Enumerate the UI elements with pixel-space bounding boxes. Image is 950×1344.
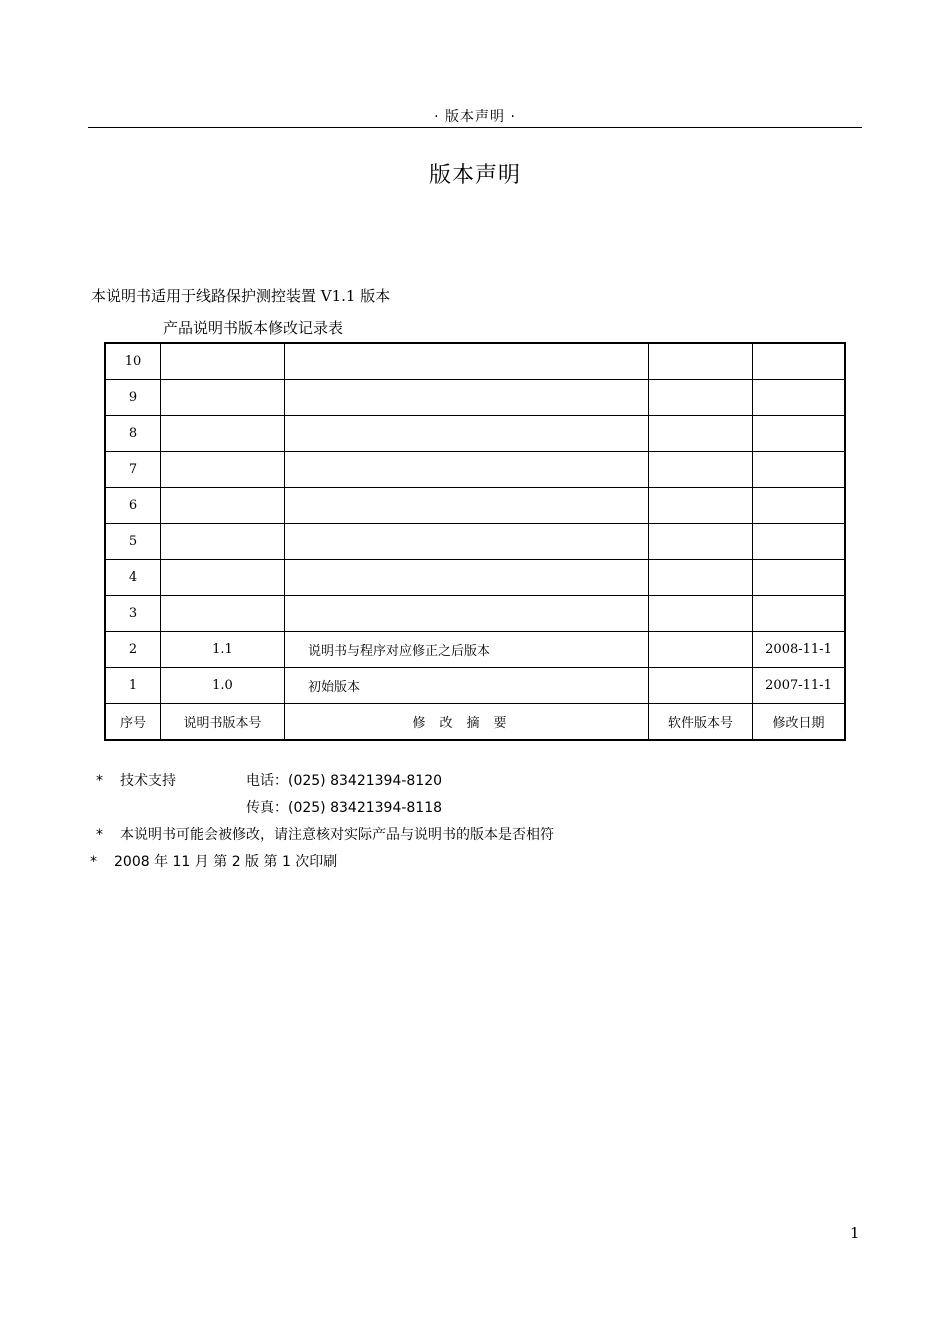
row-number-cell: 8 [105, 416, 161, 452]
header-manual-version: 说明书版本号 [161, 704, 285, 741]
change-summary-cell [285, 380, 649, 416]
row-number-cell: 4 [105, 560, 161, 596]
print-info: 2008 年 11 月 第 2 版 第 1 次印刷 [114, 854, 338, 870]
row-number-cell: 7 [105, 452, 161, 488]
phone-number: 电话：(025) 83421394-8120 [246, 773, 443, 789]
change-date-cell [753, 488, 846, 524]
header-divider [88, 127, 862, 128]
table-row [105, 560, 845, 596]
table-row [105, 596, 845, 632]
row-number-cell: 6 [105, 488, 161, 524]
page-number: 1 [850, 1224, 860, 1242]
print-info-line [90, 851, 337, 871]
change-summary-text [285, 534, 308, 549]
software-version-cell [649, 452, 753, 488]
change-date-cell [753, 343, 846, 380]
notice-text: 本说明书可能会被修改，请注意核对实际产品与说明书的版本是否相符 [120, 827, 554, 843]
change-date-cell [753, 452, 846, 488]
change-summary-cell [285, 668, 649, 704]
change-summary-text [285, 426, 308, 441]
manual-version-cell: 1.0 [161, 668, 285, 704]
row-number-cell: 9 [105, 380, 161, 416]
software-version-cell [649, 560, 753, 596]
header-row-number: 序号 [105, 704, 161, 741]
row-number-cell: 5 [105, 524, 161, 560]
table-row [105, 343, 845, 380]
software-version-cell [649, 343, 753, 380]
software-version-cell [649, 380, 753, 416]
manual-version-cell [161, 524, 285, 560]
change-summary-cell [285, 343, 649, 380]
bullet-star: * [96, 773, 103, 789]
fax-number: 传真：(025) 83421394-8118 [246, 800, 443, 816]
intro-text: 本说明书适用于线路保护测控装置 V1.1 版本 [91, 287, 391, 305]
change-date-cell [753, 560, 846, 596]
change-summary-cell [285, 596, 649, 632]
table-row [105, 632, 845, 668]
support-label: 技术支持 [120, 773, 176, 789]
manual-version-cell [161, 416, 285, 452]
change-summary-text [285, 390, 308, 405]
change-summary-text [285, 462, 308, 477]
row-number-cell: 1 [105, 668, 161, 704]
header-software-version: 软件版本号 [649, 704, 753, 741]
revision-table [104, 342, 846, 741]
change-summary-text [285, 498, 308, 513]
change-date-cell [753, 596, 846, 632]
change-summary-text [285, 606, 308, 621]
header-change-date: 修改日期 [753, 704, 846, 741]
manual-version-cell [161, 452, 285, 488]
table-row [105, 488, 845, 524]
change-date-cell [753, 524, 846, 560]
change-summary-text: 初始版本 [308, 680, 361, 695]
software-version-cell [649, 416, 753, 452]
running-header: · 版本声明 · [434, 109, 516, 125]
notice-line [90, 824, 554, 844]
change-date-cell [753, 416, 846, 452]
table-header-row [105, 704, 845, 741]
bullet-star: * [90, 854, 97, 870]
table-caption: 产品说明书版本修改记录表 [163, 319, 344, 337]
change-summary-cell [285, 452, 649, 488]
row-number-cell: 3 [105, 596, 161, 632]
change-summary-cell [285, 560, 649, 596]
table-row [105, 380, 845, 416]
manual-version-cell [161, 596, 285, 632]
change-summary-cell [285, 632, 649, 668]
change-summary-text: 说明书与程序对应修正之后版本 [308, 644, 491, 659]
software-version-cell [649, 596, 753, 632]
table-row [105, 524, 845, 560]
revision-table-body [105, 343, 845, 740]
manual-version-cell [161, 380, 285, 416]
change-summary-cell [285, 416, 649, 452]
manual-version-cell: 1.1 [161, 632, 285, 668]
row-number-cell: 2 [105, 632, 161, 668]
page-title: 版本声明 [428, 163, 521, 188]
table-row [105, 668, 845, 704]
software-version-cell [649, 632, 753, 668]
change-date-cell: 2007-11-1 [753, 668, 846, 704]
manual-version-cell [161, 560, 285, 596]
change-date-cell [753, 380, 846, 416]
change-summary-cell [285, 488, 649, 524]
change-summary-text [285, 570, 308, 585]
bullet-star: * [96, 827, 103, 843]
fax-line [90, 797, 442, 817]
table-row [105, 416, 845, 452]
change-summary-text [285, 354, 308, 369]
header-change-summary: 修改摘要 [285, 704, 649, 741]
manual-version-cell [161, 488, 285, 524]
table-row [105, 452, 845, 488]
software-version-cell [649, 524, 753, 560]
software-version-cell [649, 668, 753, 704]
change-summary-cell [285, 524, 649, 560]
change-date-cell: 2008-11-1 [753, 632, 846, 668]
support-line [90, 770, 442, 790]
software-version-cell [649, 488, 753, 524]
row-number-cell: 10 [105, 343, 161, 380]
manual-version-cell [161, 343, 285, 380]
